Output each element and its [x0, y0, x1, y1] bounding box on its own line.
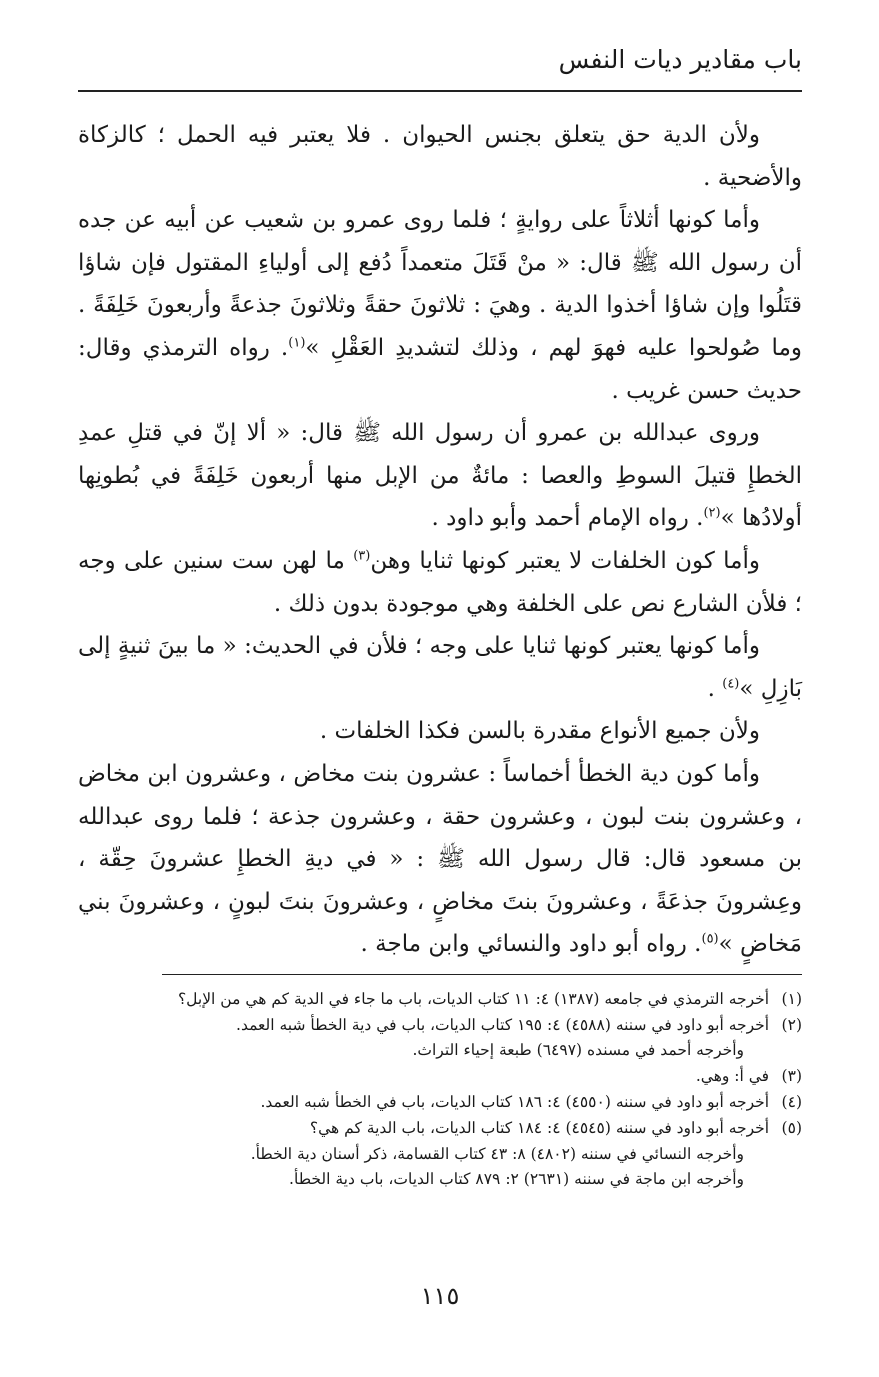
footnote-number: (٣): [781, 1067, 802, 1086]
footnote-ref[interactable]: (٤): [722, 676, 740, 692]
footnote-continuation: وأخرجه أحمد في مسنده (٦٤٩٧) طبعة إحياء التراث.: [412, 1041, 744, 1060]
paragraph: ولأن الدية حق يتعلق بجنس الحيوان . فلا يعتبر فيه الحمل ؛ كالزكاة والأضحية .: [78, 122, 802, 191]
footnote-number: (١): [781, 989, 802, 1008]
footnote-ref[interactable]: (٢): [703, 505, 721, 521]
page-number: ١١٥: [420, 1282, 460, 1310]
footnote-continuation: وأخرجه النسائي في سننه (٤٨٠٢) ٨: ٤٣ كتاب القسامة، ذكر أسنان دية الخطأ.: [250, 1144, 744, 1163]
paragraph: وأما كون دية الخطأ أخماساً : عشرون بنت مخاض ، وعشرون ابن مخاض ، وعشرون بنت لبون ، وعشرون حقة ، وعشرون جذعة ؛ فلما روى عبدالله بن مسعود قال: قال رسول الله ﷺ : « في ديةِ الخطإِ عشرونَ حِقّة ، وعِشرونَ جذعَةً ، وعشرونَ بنتَ مخاضٍ ، وعشرونَ بنتَ لبونٍ ، وعشرونَ بني مَخاضٍ »$^{(٥)}$. رواه أبو داود والنسائي وابن ماجة .: [78, 760, 802, 958]
footnote-ref[interactable]: (٥): [701, 931, 719, 947]
footnote: (٤) أخرجه أبو داود في سننه (٤٥٥٠) ٤: ١٨٦ كتاب الديات، باب في الخطأ شبه العمد.: [78, 1090, 802, 1116]
footnote-number: (٤): [781, 1093, 802, 1112]
paragraph: ولأن جميع الأنواع مقدرة بالسن فكذا الخلفات .: [319, 718, 760, 745]
paragraph: وأما كونها أثلاثاً على روايةٍ ؛ فلما روى عمرو بن شعيب عن أبيه عن جده أن رسول الله ﷺ قال: « منْ قَتَلَ متعمداً دُفع إلى أولياءِ المقتول فإن شاؤا قتَلُوا وإن شاؤا أخذوا الدية . وهيَ : ثلاثونَ حقةً وثلاثونَ جذعةً وأربعونَ خَلِفَةً . وما صُولحوا عليه فهوَ لهم ، وذلك لتشديدِ العَقْلِ »$^{(١)}$. رواه الترمذي وقال: حديث حسن غريب .: [78, 207, 802, 404]
footnote-rule: [162, 974, 802, 975]
footnote: (١) أخرجه الترمذي في جامعه (١٣٨٧) ٤: ١١ كتاب الديات، باب ما جاء في الدية كم هي من الإبل؟: [78, 987, 802, 1013]
running-header: [78, 30, 802, 92]
main-text: [78, 114, 802, 966]
footnote: (٣) في أ: وهي.: [78, 1064, 802, 1090]
header-rule: [78, 90, 802, 92]
footnote: (٢) أخرجه أبو داود في سننه (٤٥٨٨) ٤: ١٩٥ كتاب الديات، باب في دية الخطأ شبه العمد.: [78, 1013, 802, 1039]
chapter-title: باب مقادير ديات النفس: [558, 45, 802, 74]
paragraph: وأما كون الخلفات لا يعتبر كونها ثنايا وهن$^{(٣)}$ ما لهن ست سنين على وجه ؛ فلأن الشارع نص على الخلفة وهي موجودة بدون ذلك .: [78, 547, 802, 617]
paragraph: وأما كونها يعتبر كونها ثنايا على وجه ؛ فلأن في الحديث: « ما بينَ ثنيةٍ إلى بَازِلِ »$^{(٤)}$ .: [78, 633, 802, 702]
paragraph: وروى عبدالله بن عمرو أن رسول الله ﷺ قال: « ألا إنّ في قتلِ عمدِ الخطإِ قتيلَ السوطِ والعصا : مائةٌ من الإبل منها أربعون خَلِفَةً في بُطونِها أولادُها »$^{(٢)}$. رواه الإمام أحمد وأبو داود .: [78, 420, 802, 532]
footnote-number: (٢): [781, 1015, 802, 1034]
footnote-continuation: وأخرجه ابن ماجة في سننه (٢٦٣١) ٢: ٨٧٩ كتاب الديات، باب دية الخطأ.: [289, 1170, 744, 1189]
footnote-number: (٥): [781, 1118, 802, 1137]
footnote: (٥) أخرجه أبو داود في سننه (٤٥٤٥) ٤: ١٨٤ كتاب الديات، باب الدية كم هي؟: [78, 1116, 802, 1142]
footnotes: [78, 987, 802, 1193]
footnote-ref[interactable]: (١): [288, 335, 306, 351]
book-page: [78, 30, 802, 1350]
footnote-ref[interactable]: (٣): [353, 548, 371, 564]
